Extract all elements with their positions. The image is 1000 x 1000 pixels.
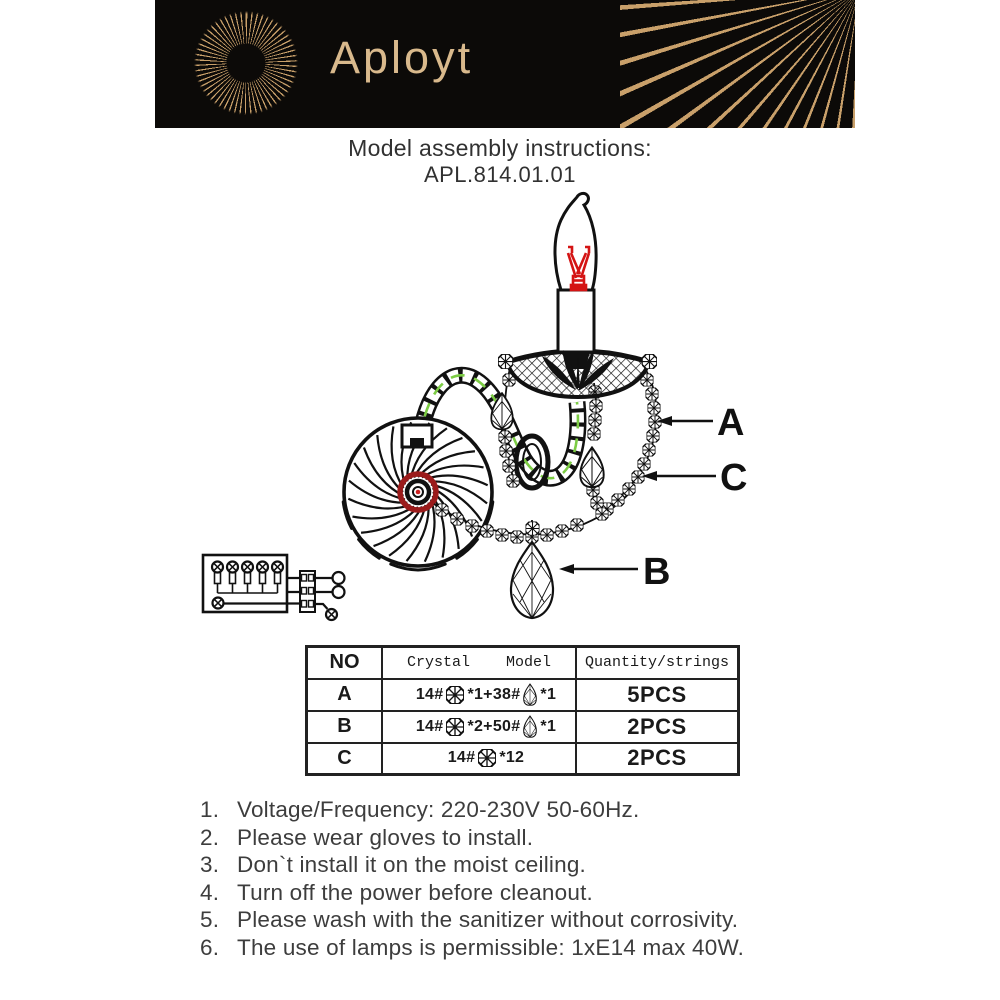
instruction-list (200, 796, 744, 962)
instruction-number: 4. (200, 879, 220, 905)
crystal-text: 14# (415, 717, 444, 735)
instruction-number: 2. (200, 824, 220, 850)
crystal-text: *1 (540, 717, 557, 735)
row-A-no: A (307, 679, 383, 711)
instruction-item (200, 796, 744, 824)
header-crystal-model: Crystal Model (382, 647, 576, 679)
instruction-text: The use of lamps is permissible: 1xE14 max 40W. (237, 934, 745, 960)
octagon-bead-icon (446, 686, 464, 704)
row-C-crystal (382, 743, 576, 775)
instruction-text: Please wash with the sanitizer without corrosivity. (237, 907, 739, 933)
brand-banner (155, 0, 855, 128)
crystal-parts-table (305, 645, 740, 776)
instruction-text: Turn off the power before cleanout. (237, 879, 593, 905)
label-B: B (643, 551, 671, 593)
crystal-text: *1+38# (467, 685, 521, 703)
table-row (307, 743, 739, 775)
candle-sleeve (558, 290, 594, 352)
instruction-text: Voltage/Frequency: 220-230V 50-60Hz. (237, 797, 640, 822)
label-C: C (720, 457, 748, 499)
sheet-title: Model assembly instructions: (348, 135, 652, 161)
sunburst-logo-icon (191, 8, 301, 118)
row-A-qty: 5PCS (576, 679, 739, 711)
crystal-text: 14# (447, 749, 476, 767)
row-C-qty: 2PCS (576, 743, 739, 775)
octagon-bead-icon (478, 749, 496, 767)
instruction-number: 3. (200, 852, 220, 878)
instruction-text: Don`t install it on the moist ceiling. (237, 852, 587, 878)
instruction-number: 6. (200, 934, 220, 960)
instruction-item (200, 906, 744, 934)
row-B-crystal (382, 711, 576, 743)
instruction-text: Please wear gloves to install. (237, 824, 534, 850)
terminal-screws (212, 562, 283, 594)
wiring-diagram (203, 555, 345, 620)
instruction-number: 1. (200, 797, 220, 822)
instruction-item (200, 934, 744, 962)
plate-center-medallion (400, 474, 436, 510)
row-C-no: C (307, 743, 383, 775)
model-number: APL.814.01.01 (423, 162, 577, 187)
teardrop-icon (523, 683, 537, 706)
arrow-B (559, 564, 574, 574)
row-B-no: B (307, 711, 383, 743)
large-teardrop-B (511, 542, 553, 618)
teardrop-icon (523, 715, 537, 738)
table-row (307, 711, 739, 743)
assembly-diagram (180, 190, 780, 635)
label-A: A (717, 402, 745, 444)
header-no: NO (307, 647, 383, 679)
bulb-filament (568, 247, 589, 290)
instruction-item (200, 824, 744, 852)
instruction-number: 5. (200, 907, 220, 933)
crystal-text: *12 (499, 749, 525, 767)
brand-wordmark: Aployt (330, 32, 474, 83)
header-quantity: Quantity/strings (576, 647, 739, 679)
octagon-bead-icon (446, 718, 464, 736)
connector-block (300, 571, 315, 612)
crystal-text: *2+50# (467, 717, 521, 735)
mounting-bracket (402, 425, 432, 447)
row-A-crystal (382, 679, 576, 711)
crystal-text: 14# (415, 685, 444, 703)
row-B-qty: 2PCS (576, 711, 739, 743)
instruction-item (200, 851, 744, 879)
table-row (307, 679, 739, 711)
crystal-text: *1 (540, 685, 557, 703)
table-header-row (307, 647, 739, 679)
instruction-item (200, 879, 744, 907)
corner-rays-decoration (620, 0, 855, 128)
